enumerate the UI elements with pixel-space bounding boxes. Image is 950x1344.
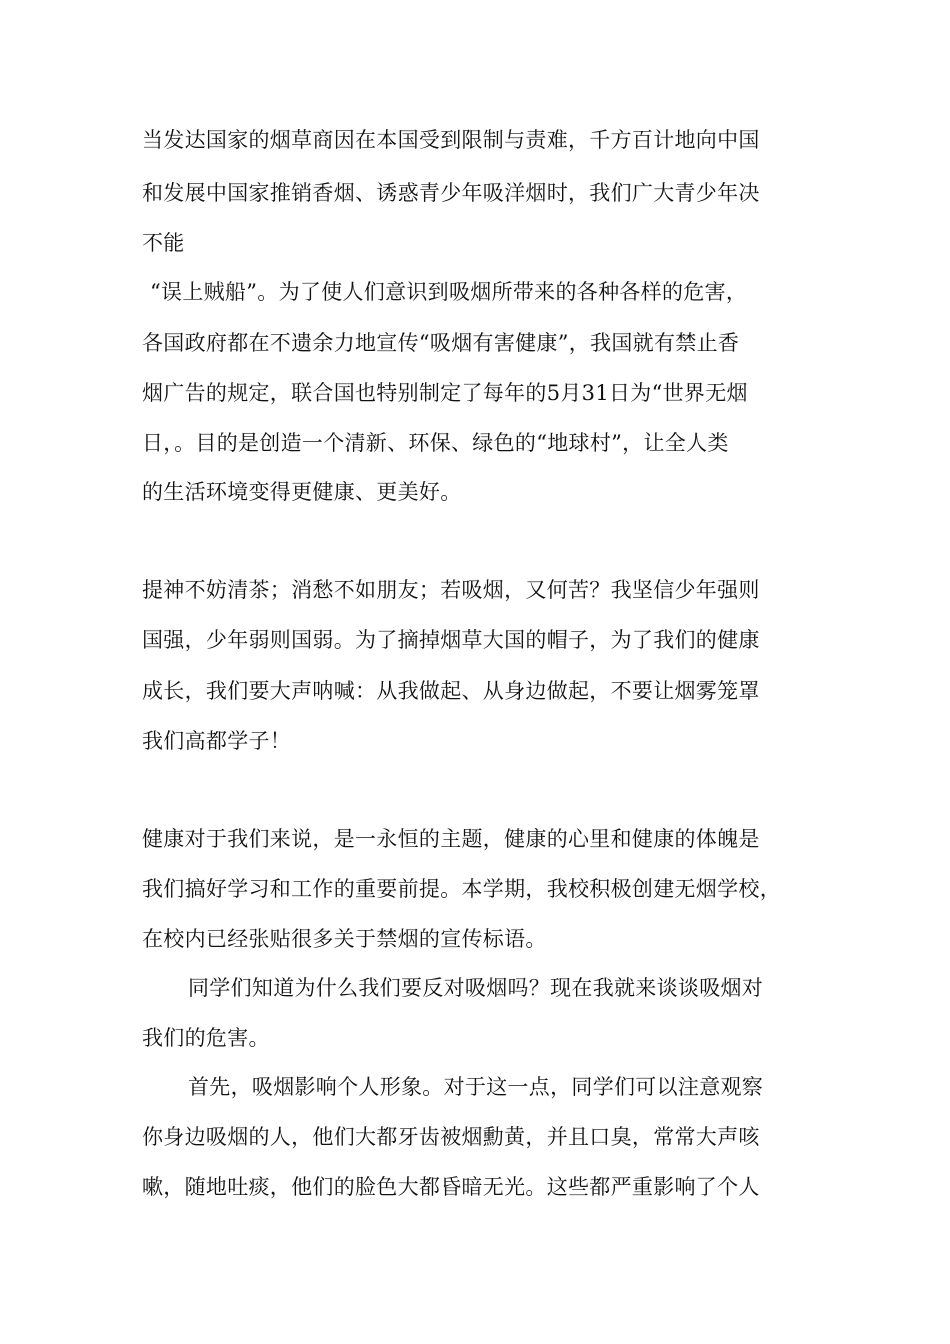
paragraph-1-line-4: “误上贼船”。为了使人们意识到吸烟所带来的各种各样的危害， <box>150 280 748 304</box>
paragraph-2-line-4: 我们高都学子！ <box>142 729 292 753</box>
paragraph-2-line-3: 成长，我们要大声呐喊：从我做起、从身边做起，不要让烟雾笼罩 <box>142 679 760 703</box>
paragraph-1-line-7: 日，。目的是创造一个清新、环保、绿色的“地球村”，让全人类 <box>142 431 729 455</box>
paragraph-4-line-1: 同学们知道为什么我们要反对吸烟吗？现在我就来谈谈吸烟对 <box>188 976 764 1000</box>
paragraph-1-line-5: 各国政府都在不遗余力地宣传“吸烟有害健康”，我国就有禁止香 <box>142 331 740 355</box>
paragraph-3-line-2: 我们搞好学习和工作的重要前提。本学期，我校积极创建无烟学校， <box>142 877 781 901</box>
paragraph-5-line-2: 你身边吸烟的人，他们大都牙齿被烟勳黄，并且口臭，常常大声咳 <box>142 1125 760 1149</box>
paragraph-1-line-2: 和发展中国家推销香烟、诱惑青少年吸洋烟时，我们广大青少年决 <box>142 181 760 205</box>
paragraph-3-line-1: 健康对于我们来说，是一永恒的主题，健康的心里和健康的体魄是 <box>142 827 760 851</box>
paragraph-5-line-3: 嗽，随地吐痰，他们的脸色大都昏暗无光。这些都严重影响了个人 <box>142 1175 760 1199</box>
paragraph-4-line-2: 我们的危害。 <box>142 1026 270 1050</box>
paragraph-1-line-6: 烟广告的规定，联合国也特别制定了每年的5月31日为“世界无烟 <box>142 381 748 405</box>
paragraph-2-line-2: 国强，少年弱则国弱。为了摘掉烟草大国的帽子，为了我们的健康 <box>142 628 760 652</box>
paragraph-1-line-8: 的生活环境变得更健康、更美好。 <box>142 480 462 504</box>
paragraph-1-line-1: 当发达国家的烟草商因在本国受到限制与责难，千方百计地向中国 <box>142 128 760 152</box>
paragraph-1-line-3: 不能 <box>142 231 185 255</box>
paragraph-2-line-1: 提神不妨清茶；消愁不如朋友；若吸烟，又何苦？我坚信少年强则 <box>142 578 760 602</box>
paragraph-5-line-1: 首先，吸烟影响个人形象。对于这一点，同学们可以注意观察 <box>188 1075 764 1099</box>
paragraph-3-line-3: 在校内已经张贴很多关于禁烟的宣传标语。 <box>142 927 547 951</box>
